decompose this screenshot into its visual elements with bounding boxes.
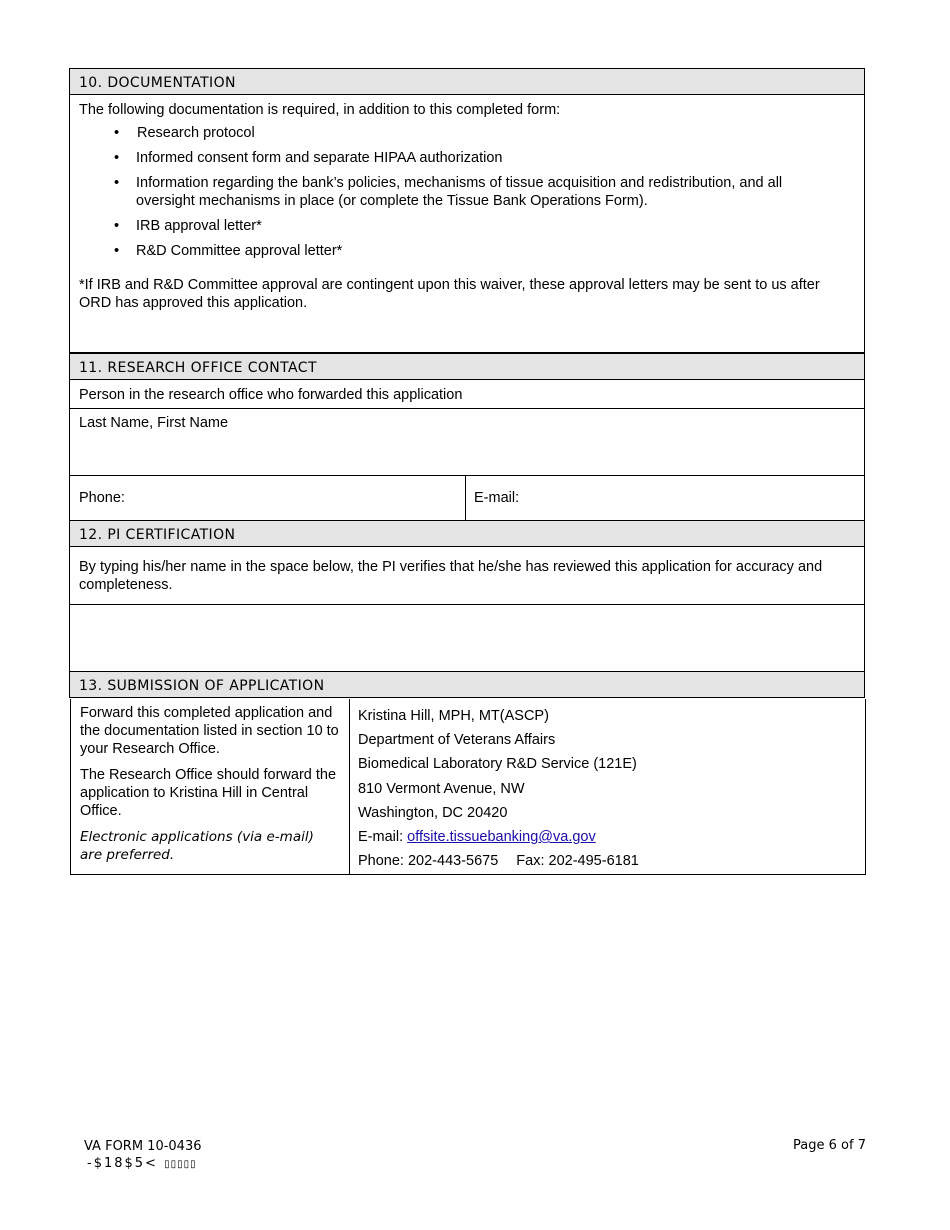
documentation-item-irb: • IRB approval letter* <box>136 217 855 235</box>
contact-email-prefix: E-mail: <box>358 829 404 846</box>
contact-service: Biomedical Laboratory R&D Service (121E) <box>358 756 637 773</box>
contact-phone-fax-line <box>358 849 857 873</box>
section-header-documentation: 10. DOCUMENTATION <box>69 68 865 95</box>
contact-email-link[interactable]: offsite.tissuebanking@va.gov <box>407 829 596 846</box>
contact-email-line <box>358 825 857 849</box>
footer-form-info <box>84 1138 202 1173</box>
submission-instruction-research-office: The Research Office should forward the application to Kristina Hill in Central Office. <box>80 767 337 819</box>
contact-phone-field[interactable] <box>69 475 466 521</box>
submission-instruction-forward: Forward this completed application and the documentation listed in section 10 to your Research Office. <box>80 705 339 757</box>
documentation-note: *If IRB and R&D Committee approval are contingent upon this waiver, these approval letters may be sent to us after ORD has approved this application. <box>79 277 820 311</box>
contact-email-label: E-mail: <box>474 490 520 506</box>
contact-phone-label: Phone: <box>79 490 125 506</box>
contact-name-field[interactable] <box>69 408 865 476</box>
contact-email-field[interactable] <box>465 475 865 521</box>
contact-fax: Fax: 202-495-6181 <box>516 853 639 870</box>
documentation-item-rd-committee: • R&D Committee approval letter* <box>136 242 855 260</box>
pi-signature-field[interactable] <box>69 604 865 672</box>
documentation-intro: The following documentation is required, in addition to this completed form: <box>79 102 561 118</box>
submission-preference: Electronic applications (via e-mail) are preferred. <box>80 829 314 863</box>
contact-department: Department of Veterans Affairs <box>358 732 556 749</box>
submission-table <box>70 699 866 875</box>
contact-street: 810 Vermont Avenue, NW <box>358 780 525 797</box>
section-header-research-office-contact: 11. RESEARCH OFFICE CONTACT <box>69 353 865 380</box>
documentation-list <box>79 124 855 260</box>
footer-form-number: VA FORM 10-0436 <box>84 1139 202 1154</box>
documentation-item-consent: • Informed consent form and separate HIPAA authorization <box>136 149 855 167</box>
contact-person-name: Kristina Hill, MPH, MT(ASCP) <box>358 708 549 724</box>
contact-name-label: Last Name, First Name <box>79 415 229 431</box>
section-header-submission: 13. SUBMISSION OF APPLICATION <box>69 671 865 698</box>
submission-contact <box>350 699 865 884</box>
documentation-item-bank-policies: • Information regarding the bank’s policies, mechanisms of tissue acquisition and redistribution, and all oversight mechanisms in place (or complete the Tissue Bank Operations Form). <box>136 174 855 210</box>
documentation-item-protocol: • Research protocol <box>136 124 855 142</box>
research-office-description: Person in the research office who forwarded this application <box>69 380 865 409</box>
contact-phone: Phone: 202-443-5675 <box>358 853 499 870</box>
documentation-box <box>69 95 865 353</box>
footer-date-line: -$18$5< ▯▯▯▯▯ <box>87 1156 197 1171</box>
pi-certification-text: By typing his/her name in the space below, the PI verifies that he/she has reviewed this application for accuracy and completeness. <box>69 547 865 605</box>
contact-city: Washington, DC 20420 <box>358 804 508 821</box>
section-header-pi-certification: 12. PI CERTIFICATION <box>69 520 865 547</box>
footer-page-number: Page 6 of 7 <box>793 1138 866 1153</box>
submission-instructions <box>71 699 350 874</box>
